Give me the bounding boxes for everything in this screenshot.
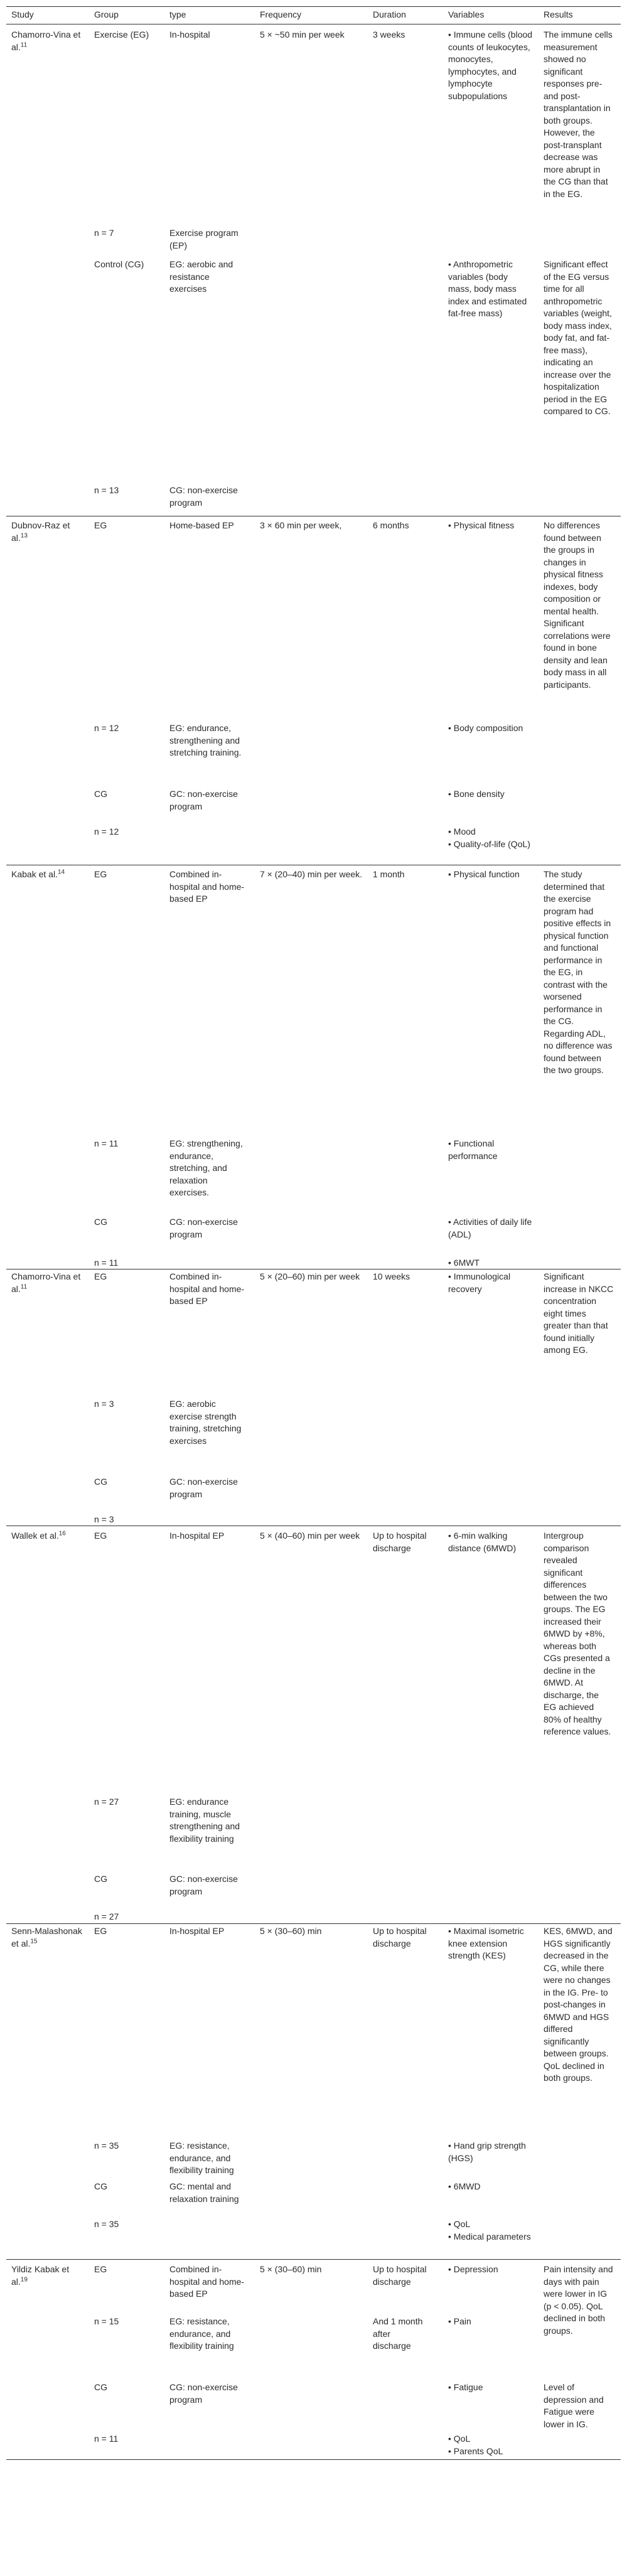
variables-cell: • Medical parameters [448,2231,531,2242]
study-cell: Kabak et al.$^{14}$ [11,868,65,879]
variables-cell: • 6MWD [448,2181,481,2191]
variables-cell: • QoL [448,2219,471,2229]
reference-superscript: 14 [57,868,65,876]
variables-cell: • Depression [448,2264,498,2274]
header-results: Results [544,9,573,19]
variables-cell: • Maximal isometric knee extension strength (KES) [448,1926,524,1960]
group-cell: CG [94,1217,107,1227]
type-cell: EG: resistance, endurance, and flexibility training [169,2140,234,2175]
group-cell: Exercise (EG) [94,29,149,40]
group-cell: EG [94,869,107,879]
type-cell: Combined in-hospital and home-based EP [169,869,245,904]
header-duration: Duration [373,9,406,19]
group-cell: EG [94,1926,107,1936]
header-type: type [169,9,186,19]
study-cell: Wallek et al.$^{16}$ [11,1530,66,1541]
frequency-cell: 5 × (30–60) min [260,2264,322,2274]
results-cell: Pain intensity and days with pain were lower in IG (p < 0.05). QoL declined in both groups. [544,2264,613,2336]
type-cell: GC: non-exercise program [169,1874,238,1896]
sample-size: n = 12 [94,826,119,836]
variables-cell: • Immune cells (blood counts of leukocytes, monocytes, lymphocytes, and lymphocyte subpopulations [448,29,533,101]
variables-cell: • 6-min walking distance (6MWD) [448,1531,517,1553]
sample-size: n = 3 [94,1399,114,1409]
group-cell: CG [94,1874,107,1884]
duration-cell: Up to hospital discharge [373,1926,427,1948]
sample-size: n = 13 [94,485,119,495]
type-cell: Home-based EP [169,520,234,530]
type-cell: In-hospital EP [169,1531,225,1541]
study-cell: Senn-Malashonak et al.$^{15}$ [11,1926,82,1948]
row-divider [6,2259,621,2260]
type-cell: EG: endurance training, muscle strengthening and flexibility training [169,1797,240,1844]
type-cell: Combined in-hospital and home-based EP [169,2264,245,2299]
reference-superscript: 19 [20,2275,28,2283]
variables-cell: • Quality-of-life (QoL) [448,839,530,849]
header-frequency: Frequency [260,9,302,19]
sample-size: n = 11 [94,1138,119,1148]
group-cell: CG [94,789,107,799]
row-divider [6,1923,621,1924]
variables-cell: • Mood [448,826,476,836]
frequency-cell: 5 × ~50 min per week [260,29,345,40]
type-cell: CG: non-exercise program [169,2382,238,2405]
variables-cell: • Immunological recovery [448,1271,511,1294]
group-cell: CG [94,2181,107,2191]
sample-size: n = 11 [94,1258,119,1268]
type-cell: EG: endurance, strengthening and stretching training. [169,723,242,757]
frequency-cell: 5 × (40–60) min per week [260,1531,360,1541]
study-cell: Chamorro-Vina et al.$^{11}$ [11,29,81,52]
results-cell: Intergroup comparison revealed significant differences between the two groups. The EG increased their 6MWD by +8%, whereas both CGs presented a decline in the 6MWD. At discharge, the EG achieved 80% of healthy reference values. [544,1531,611,1736]
variables-cell: • Activities of daily life (ADL) [448,1217,532,1239]
type-cell: CG: non-exercise program [169,1217,238,1239]
study-cell: Yildiz Kabak et al.$^{19}$ [11,2264,70,2287]
study-cell: Chamorro-Vina et al.$^{11}$ [11,1271,81,1294]
type-cell: EG: strengthening, endurance, stretching, and relaxation exercises. [169,1138,243,1197]
variables-cell: • Pain [448,2316,471,2326]
table-top-rule [6,6,621,7]
variables-cell: • Bone density [448,789,505,799]
frequency-cell: 5 × (30–60) min [260,1926,322,1936]
header-variables: Variables [448,9,485,19]
variables-cell: • Functional performance [448,1138,498,1161]
variables-cell: • Anthropometric variables (body mass, body mass index and estimated fat-free mass) [448,259,527,318]
sample-size: n = 12 [94,723,119,733]
reference-superscript: 13 [20,532,28,539]
header-group: Group [94,9,119,19]
sample-size: n = 7 [94,228,114,238]
type-cell: Combined in-hospital and home-based EP [169,1271,245,1306]
reference-superscript: 16 [58,1530,66,1537]
results-cell: KES, 6MWD, and HGS significantly decreased in the CG, while there were no changes in the IG. Pre- to post-changes in 6MWD and HGS differed significantly between groups. QoL declined in both groups. [544,1926,613,2083]
frequency-cell: 3 × 60 min per week, [260,520,342,530]
group-cell: Control (CG) [94,259,144,269]
sample-size: n = 11 [94,2434,119,2444]
results-cell: No differences found between the groups in changes in physical fitness indexes, body composition or mental health. Significant correlations were found in bone density and lean body mass in all participants. [544,520,611,690]
group-cell: EG [94,1271,107,1281]
type-cell: EG: resistance, endurance, and flexibility training [169,2316,234,2351]
duration-cell: 1 month [373,869,405,879]
type-cell: EG: aerobic exercise strength training, stretching exercises [169,1399,242,1446]
sample-size: n = 35 [94,2140,119,2151]
variables-cell: • Hand grip strength (HGS) [448,2140,526,2163]
frequency-cell: 7 × (20–40) min per week. [260,869,363,879]
duration-cell: Up to hospital discharge [373,1531,427,1553]
table-bottom-rule [6,2459,621,2460]
duration-cell: 3 weeks [373,29,405,40]
header-study: Study [11,9,34,19]
variables-cell: • Physical function [448,869,520,879]
sample-size: n = 15 [94,2316,119,2326]
variables-cell: • QoL [448,2434,471,2444]
variables-cell: • Parents QoL [448,2446,503,2456]
results-cell: Level of depression and Fatigue were lower in IG. [544,2382,604,2429]
type-cell: In-hospital [169,29,210,40]
results-cell: Significant effect of the EG versus time for all anthropometric variables (weight, body mass index, body fat, and fat-free mass), indicating an increase over the hospitalization period in the EG compared to CG. [544,259,612,416]
type-cell: CG: non-exercise program [169,485,238,508]
results-cell: The study determined that the exercise program had positive effects in physical function and functional performance in the EG, in contrast with the worsened performance in the CG. Regarding ADL, no difference was found between the two groups. [544,869,613,1075]
duration-cell: 10 weeks [373,1271,410,1281]
variables-cell: • Body composition [448,723,523,733]
type-cell: GC: non-exercise program [169,789,238,811]
group-cell: EG [94,2264,107,2274]
sample-size: n = 27 [94,1911,119,1921]
reference-superscript: 15 [30,1937,38,1945]
sample-size: n = 3 [94,1514,114,1524]
duration-cell: 6 months [373,520,409,530]
duration-cell: Up to hospital discharge [373,2264,427,2287]
group-cell: EG [94,1531,107,1541]
reference-superscript: 11 [20,1283,28,1290]
sample-size: n = 35 [94,2219,119,2229]
duration-cell: And 1 month after discharge [373,2316,423,2351]
group-cell: CG [94,1477,107,1487]
variables-cell: • Physical fitness [448,520,515,530]
type-cell: EG: aerobic and resistance exercises [169,259,233,294]
variables-cell: • 6MWT [448,1258,480,1268]
sample-size: n = 27 [94,1797,119,1807]
group-cell: CG [94,2382,107,2392]
type-cell: GC: non-exercise program [169,1477,238,1499]
results-cell: Significant increase in NKCC concentration eight times greater than that found initially among EG. [544,1271,614,1355]
results-cell: The immune cells measurement showed no significant responses pre- and post-transplantation in both groups. However, the post-transplant decrease was more abrupt in the CG than that in the EG. [544,29,613,199]
type-cell: GC: mental and relaxation training [169,2181,239,2204]
type-cell: In-hospital EP [169,1926,225,1936]
group-cell: EG [94,520,107,530]
reference-superscript: 11 [20,41,28,48]
variables-cell: • Fatigue [448,2382,483,2392]
type-cell: Exercise program (EP) [169,228,238,250]
study-cell: Dubnov-Raz et al.$^{13}$ [11,520,70,543]
frequency-cell: 5 × (20–60) min per week [260,1271,360,1281]
